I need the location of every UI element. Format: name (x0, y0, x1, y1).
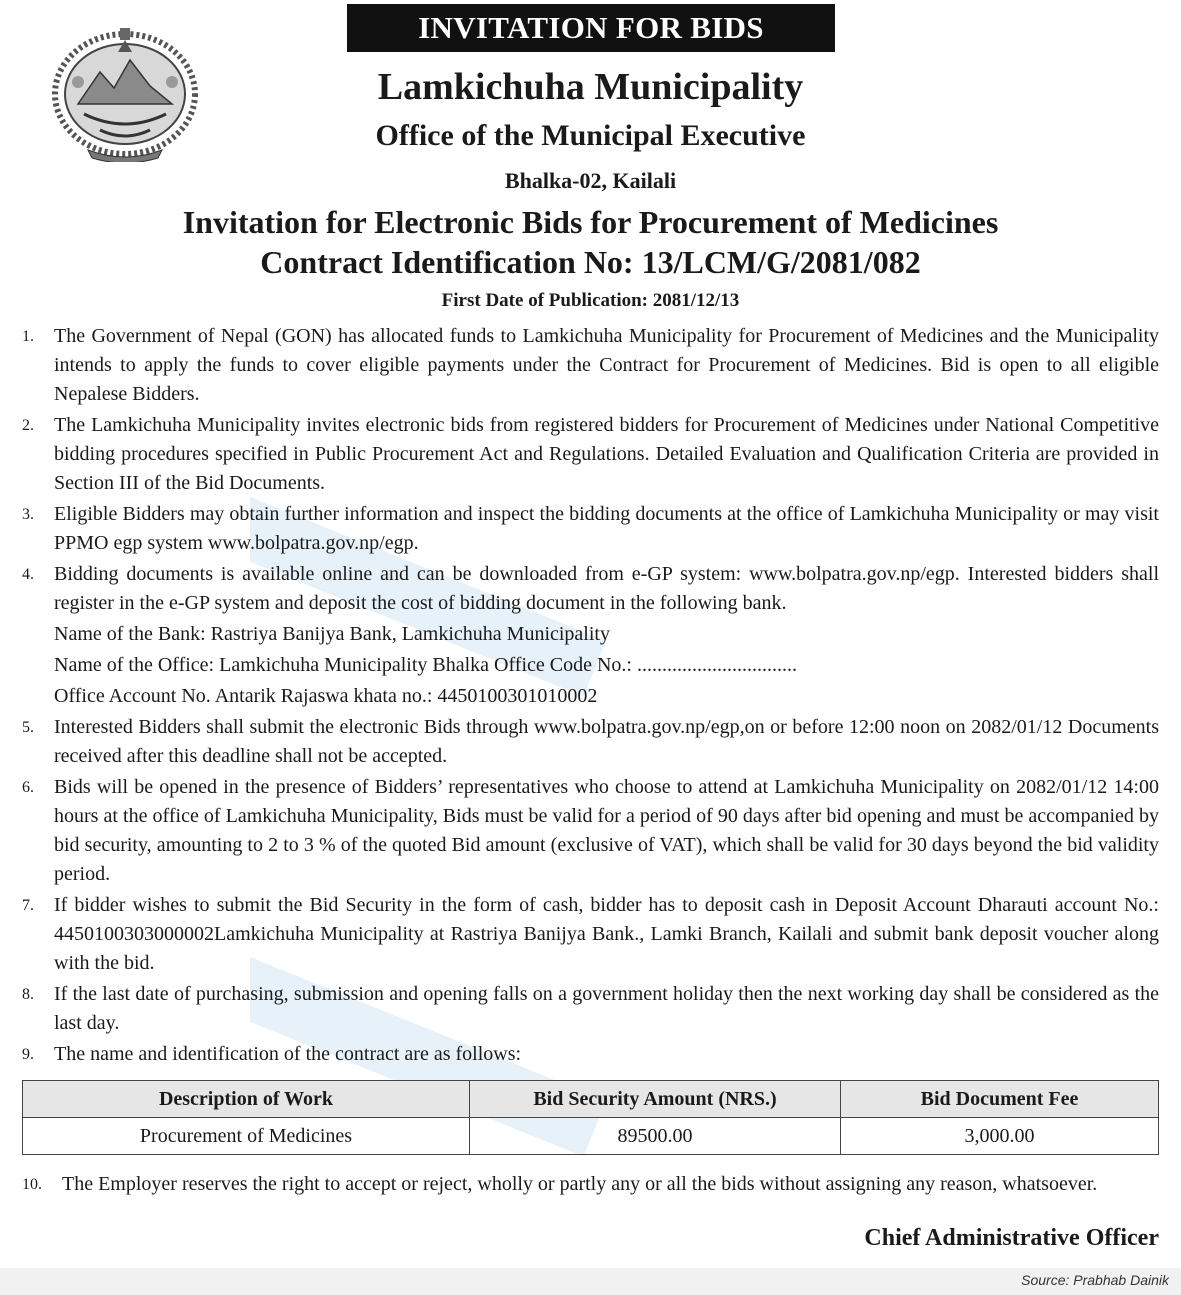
bank-name: Name of the Bank: Rastriya Banijya Bank, Lamkichuha Municipality (54, 623, 610, 645)
table-header-cell: Bid Document Fee (841, 1081, 1159, 1118)
clause-number: 6. (22, 779, 34, 796)
office-name: Office of the Municipal Executive (375, 119, 806, 152)
clause-text: Interested Bidders shall submit the electronic Bids through www.bolpatra.gov.np/egp,on or before 12:00 noon on 2082/01/12 Documents received after this deadline shall not be accepted. (54, 716, 1159, 767)
clause-text: The name and identification of the contract are as follows: (54, 1043, 522, 1065)
signatory-title: Chief Administrative Officer (864, 1225, 1159, 1251)
contract-id: Contract Identification No: 13/LCM/G/2081/082 (260, 244, 921, 280)
table-cell: Procurement of Medicines (23, 1118, 470, 1155)
office-code: Name of the Office: Lamkichuha Municipality Bhalka Office Code No.: ................................ (54, 654, 797, 676)
table-row (23, 1118, 1159, 1155)
clause-1 (22, 322, 1159, 409)
contract-table (22, 1080, 1159, 1155)
account-number: Office Account No. Antarik Rajaswa khata no.: 4450100301010002 (54, 685, 598, 707)
table-header-cell: Bid Security Amount (NRS.) (470, 1081, 841, 1118)
clause-text: If bidder wishes to submit the Bid Security in the form of cash, bidder has to deposit cash in Deposit Account Dharauti account No.: 4450100303000002Lamkichuha Municipality at Rastriya Banijya Bank., Lamki Branch, Kailali and submit bank deposit voucher along with the bid. (54, 894, 1159, 974)
municipality-name: Lamkichuha Municipality (377, 66, 804, 108)
banner-title: INVITATION FOR BIDS (347, 4, 835, 52)
publication-date: First Date of Publication: 2081/12/13 (441, 290, 740, 311)
clause-text: Bidding documents is available online and can be downloaded from e-GP system: www.bolpatra.gov.np/egp. Interested bidders shall register in the e-GP system and deposit the cost of bidding document in the following bank. (54, 563, 1159, 614)
clause-number: 4. (22, 566, 34, 583)
clause-text: Eligible Bidders may obtain further information and inspect the bidding documents at the office of Lamkichuha Municipality or may visit PPMO egp system www.bolpatra.gov.np/egp. (54, 503, 1159, 554)
source-credit: Source: Prabhab Dainik (1021, 1272, 1169, 1288)
clause-3 (22, 500, 1159, 558)
clause-9 (22, 1040, 1159, 1069)
clause-number: 10. (22, 1176, 42, 1193)
clause-number: 1. (22, 328, 34, 345)
clauses-list (22, 322, 1159, 1071)
table-cell: 3,000.00 (841, 1118, 1159, 1155)
table-header-cell: Description of Work (23, 1081, 470, 1118)
clause-number: 5. (22, 719, 34, 736)
clause-number: 7. (22, 897, 34, 914)
clause-text: Bids will be opened in the presence of Bidders’ representatives who choose to attend at Lamkichuha Municipality on 2082/01/12 14:00 hours at the office of Lamkichuha Municipality, Bids must be valid for a period of 90 days after bid opening and must be accompanied by bid security, amounting to 2 to 3 % of the quoted Bid amount (exclusive of VAT), which shall be valid for 30 days beyond the bid validity period. (54, 776, 1159, 885)
clauses-list-continued (22, 1170, 1159, 1201)
clause-5 (22, 713, 1159, 771)
clause-6 (22, 773, 1159, 889)
clause-text: If the last date of purchasing, submission and opening falls on a government holiday then the next working day shall be considered as the last day. (54, 983, 1159, 1034)
notice-title: Invitation for Electronic Bids for Procurement of Medicines (182, 204, 999, 240)
clause-4 (22, 560, 1159, 711)
clause-10 (22, 1170, 1159, 1199)
table-cell: 89500.00 (470, 1118, 841, 1155)
source-bar (0, 1268, 1181, 1295)
clause-2 (22, 411, 1159, 498)
office-address: Bhalka-02, Kailali (504, 168, 677, 193)
clause-text: The Government of Nepal (GON) has allocated funds to Lamkichuha Municipality for Procurement of Medicines and the Municipality intends to apply the funds to cover eligible payments under the Contract for Procurement of Medicines. Bid is open to all eligible Nepalese Bidders. (54, 325, 1159, 405)
clause-number: 8. (22, 986, 34, 1003)
clause-8 (22, 980, 1159, 1038)
clause-text: The Lamkichuha Municipality invites electronic bids from registered bidders for Procurement of Medicines under National Competitive bidding procedures specified in Public Procurement Act and Regulations. Detailed Evaluation and Qualification Criteria are provided in Section III of the Bid Documents. (54, 414, 1159, 494)
clause-7 (22, 891, 1159, 978)
clause-text: The Employer reserves the right to accept or reject, wholly or partly any or all the bids without assigning any reason, whatsoever. (62, 1173, 1098, 1195)
clause-number: 2. (22, 417, 34, 434)
clause-number: 9. (22, 1046, 34, 1063)
table-header-row (23, 1081, 1159, 1118)
clause-number: 3. (22, 506, 34, 523)
